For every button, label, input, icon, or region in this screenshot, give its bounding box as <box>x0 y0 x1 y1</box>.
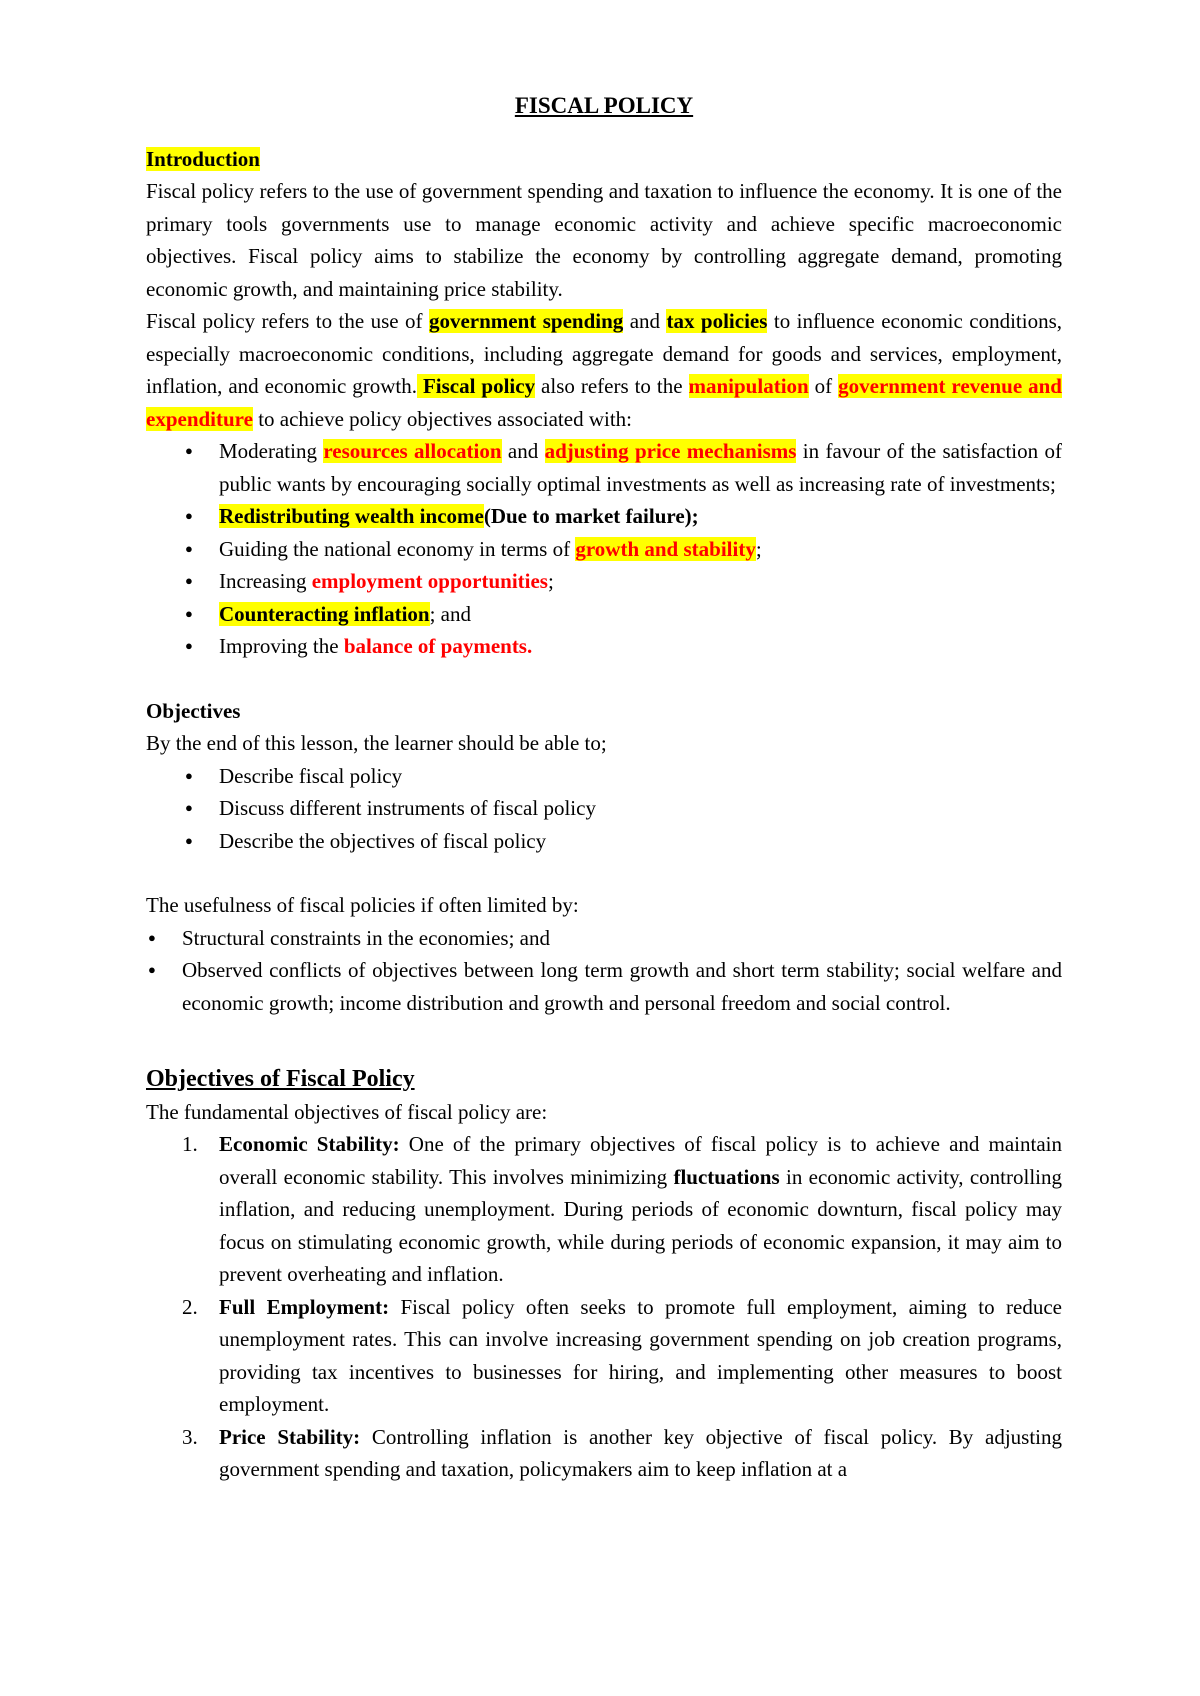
list-item: ● Moderating resources allocation and adjusting price mechanisms in favour of the satisfaction of public wants by encouraging socially optimal investments as well as increasing rate of investments; <box>146 435 1062 500</box>
list-item: 2. Full Employment: Fiscal policy often seeks to promote full employment, aiming to reduce unemployment rates. This can involve increasing government spending on job creation programs, providing tax incentives to businesses for hiring, and implementing other measures to boost employment. <box>182 1294 1062 1416</box>
list-item: ● Observed conflicts of objectives between long term growth and short term stability; social welfare and economic growth; income distribution and growth and personal freedom and social control. <box>146 954 1062 1019</box>
list-item: ● Discuss different instruments of fiscal policy <box>146 792 1062 825</box>
document-title: FISCAL POLICY <box>514 93 694 118</box>
list-item: ● Describe fiscal policy <box>146 760 1062 793</box>
list-item: ● Improving the balance of payments. <box>146 630 1062 663</box>
list-item: ● Counteracting inflation; and <box>146 598 1062 631</box>
fiscal-objectives-list <box>146 1128 1062 1486</box>
intro-paragraph-1: Fiscal policy refers to the use of government spending and taxation to influence the economy. It is one of the primary tools governments use to manage economic activity and achieve specific macroeconomic objectives. Fiscal policy aims to stabilize the economy by controlling aggregate demand, promoting economic growth, and maintaining price stability. <box>146 179 1062 301</box>
intro-bullet-list <box>146 435 1062 663</box>
usefulness-list <box>146 922 1062 1020</box>
fiscal-objectives-lead: The fundamental objectives of fiscal policy are: <box>146 1099 548 1124</box>
list-item: ● Describe the objectives of fiscal policy <box>146 825 1062 858</box>
objectives-lead: By the end of this lesson, the learner should be able to; <box>146 731 607 755</box>
usefulness-lead: The usefulness of fiscal policies if often limited by: <box>146 893 579 917</box>
list-item: ● Structural constraints in the economies; and <box>146 922 1062 955</box>
objectives-list <box>146 760 1062 858</box>
intro-heading: Introduction <box>146 146 260 171</box>
list-item: ● Redistributing wealth income(Due to market failure); <box>146 500 1062 533</box>
list-item: 1. Economic Stability: One of the primary objectives of fiscal policy is to achieve and maintain overall economic stability. This involves minimizing fluctuations in economic activity, controlling inflation, and reducing unemployment. During periods of economic downturn, fiscal policy may focus on stimulating economic growth, while during periods of economic expansion, it may aim to prevent overheating and inflation. <box>182 1132 1063 1286</box>
list-item: ● Increasing employment opportunities; <box>146 565 1062 598</box>
intro-paragraph-2: Fiscal policy refers to the use of government spending and tax policies to influence economic conditions, especially macroeconomic conditions, including aggregate demand for goods and services, employment, inflation, and economic growth. Fiscal policy also refers to the manipulation of government revenue and expenditure to achieve policy objectives associated with: <box>146 309 1063 431</box>
list-item: 3. Price Stability: Controlling inflation is another key objective of fiscal policy. By adjusting government spending and taxation, policymakers aim to keep inflation at a <box>182 1424 1062 1481</box>
fiscal-objectives-heading: Objectives of Fiscal Policy <box>146 1066 415 1092</box>
objectives-heading: Objectives <box>146 698 241 723</box>
list-item: ● Guiding the national economy in terms of growth and stability; <box>146 533 1062 566</box>
